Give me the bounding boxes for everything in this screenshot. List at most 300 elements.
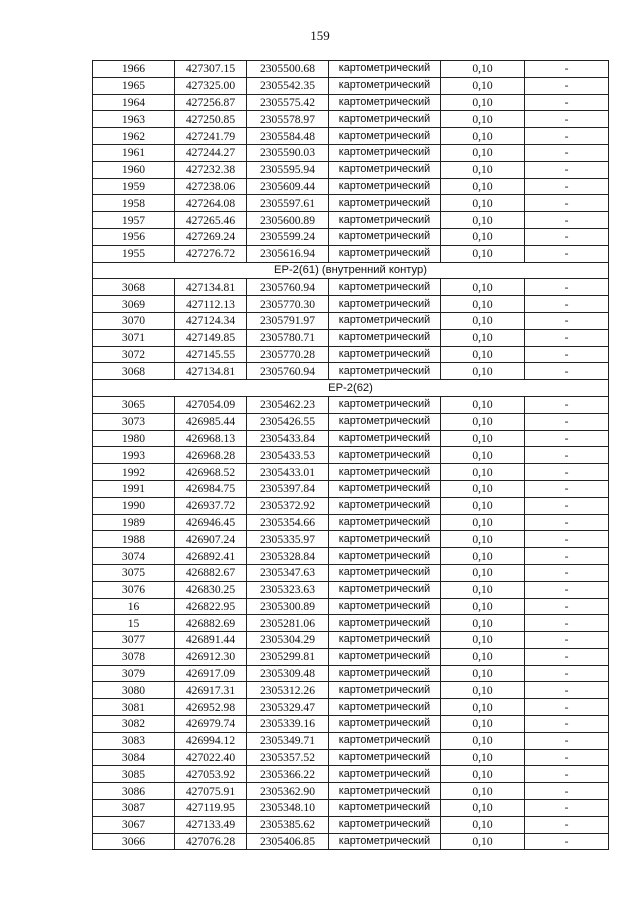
x-coordinate-cell: 426937.72 [175, 497, 247, 514]
y-coordinate-cell: 2305584.48 [247, 128, 329, 145]
table-row [93, 77, 609, 94]
point-number-cell: 1991 [93, 480, 175, 497]
y-coordinate-cell: 2305578.97 [247, 111, 329, 128]
description-cell: - [525, 329, 609, 346]
accuracy-cell: 0,10 [441, 329, 525, 346]
point-number-cell: 3074 [93, 548, 175, 565]
table-row [93, 346, 609, 363]
table-row [93, 312, 609, 329]
y-coordinate-cell: 2305780.71 [247, 329, 329, 346]
accuracy-cell: 0,10 [441, 497, 525, 514]
y-coordinate-cell: 2305329.47 [247, 699, 329, 716]
accuracy-cell: 0,10 [441, 548, 525, 565]
y-coordinate-cell: 2305590.03 [247, 144, 329, 161]
x-coordinate-cell: 427145.55 [175, 346, 247, 363]
accuracy-cell: 0,10 [441, 363, 525, 380]
accuracy-cell: 0,10 [441, 178, 525, 195]
description-cell: - [525, 581, 609, 598]
y-coordinate-cell: 2305770.28 [247, 346, 329, 363]
y-coordinate-cell: 2305542.35 [247, 77, 329, 94]
y-coordinate-cell: 2305372.92 [247, 497, 329, 514]
y-coordinate-cell: 2305433.84 [247, 430, 329, 447]
table-row [93, 464, 609, 481]
point-number-cell: 1964 [93, 94, 175, 111]
method-cell: картометрический [329, 531, 441, 548]
point-number-cell: 15 [93, 615, 175, 632]
point-number-cell: 1963 [93, 111, 175, 128]
y-coordinate-cell: 2305300.89 [247, 598, 329, 615]
point-number-cell: 1960 [93, 161, 175, 178]
coordinates-table-body [93, 61, 609, 850]
point-number-cell: 1966 [93, 61, 175, 78]
x-coordinate-cell: 427307.15 [175, 61, 247, 78]
point-number-cell: 3086 [93, 783, 175, 800]
y-coordinate-cell: 2305339.16 [247, 716, 329, 733]
x-coordinate-cell: 426968.28 [175, 447, 247, 464]
point-number-cell: 3072 [93, 346, 175, 363]
description-cell: - [525, 514, 609, 531]
point-number-cell: 3084 [93, 749, 175, 766]
description-cell: - [525, 800, 609, 817]
accuracy-cell: 0,10 [441, 279, 525, 296]
description-cell: - [525, 144, 609, 161]
table-row [93, 329, 609, 346]
method-cell: картометрический [329, 413, 441, 430]
accuracy-cell: 0,10 [441, 632, 525, 649]
accuracy-cell: 0,10 [441, 766, 525, 783]
accuracy-cell: 0,10 [441, 195, 525, 212]
x-coordinate-cell: 427149.85 [175, 329, 247, 346]
accuracy-cell: 0,10 [441, 732, 525, 749]
point-number-cell: 1992 [93, 464, 175, 481]
y-coordinate-cell: 2305406.85 [247, 833, 329, 850]
description-cell: - [525, 245, 609, 262]
point-number-cell: 3066 [93, 833, 175, 850]
description-cell: - [525, 94, 609, 111]
section-title: ЕР-2(61) (внутренний контур) [93, 262, 609, 279]
table-row [93, 598, 609, 615]
point-number-cell: 1988 [93, 531, 175, 548]
point-number-cell: 3068 [93, 363, 175, 380]
point-number-cell: 1957 [93, 212, 175, 229]
accuracy-cell: 0,10 [441, 128, 525, 145]
description-cell: - [525, 632, 609, 649]
point-number-cell: 3080 [93, 682, 175, 699]
accuracy-cell: 0,10 [441, 212, 525, 229]
x-coordinate-cell: 427112.13 [175, 296, 247, 313]
y-coordinate-cell: 2305397.84 [247, 480, 329, 497]
method-cell: картометрический [329, 212, 441, 229]
y-coordinate-cell: 2305357.52 [247, 749, 329, 766]
description-cell: - [525, 61, 609, 78]
y-coordinate-cell: 2305500.68 [247, 61, 329, 78]
table-row [93, 665, 609, 682]
accuracy-cell: 0,10 [441, 833, 525, 850]
x-coordinate-cell: 427276.72 [175, 245, 247, 262]
method-cell: картометрический [329, 396, 441, 413]
y-coordinate-cell: 2305616.94 [247, 245, 329, 262]
point-number-cell: 3065 [93, 396, 175, 413]
x-coordinate-cell: 426984.75 [175, 480, 247, 497]
description-cell: - [525, 363, 609, 380]
table-row [93, 447, 609, 464]
table-row [93, 800, 609, 817]
method-cell: картометрический [329, 228, 441, 245]
x-coordinate-cell: 426882.67 [175, 564, 247, 581]
table-row [93, 732, 609, 749]
method-cell: картометрический [329, 61, 441, 78]
accuracy-cell: 0,10 [441, 665, 525, 682]
point-number-cell: 3085 [93, 766, 175, 783]
y-coordinate-cell: 2305349.71 [247, 732, 329, 749]
table-row [93, 716, 609, 733]
description-cell: - [525, 279, 609, 296]
page-number: 159 [310, 28, 330, 43]
method-cell: картометрический [329, 598, 441, 615]
method-cell: картометрический [329, 430, 441, 447]
accuracy-cell: 0,10 [441, 413, 525, 430]
description-cell: - [525, 430, 609, 447]
y-coordinate-cell: 2305575.42 [247, 94, 329, 111]
table-row [93, 497, 609, 514]
table-row [93, 581, 609, 598]
table-row [93, 783, 609, 800]
point-number-cell: 1989 [93, 514, 175, 531]
method-cell: картометрический [329, 632, 441, 649]
accuracy-cell: 0,10 [441, 648, 525, 665]
method-cell: картометрический [329, 195, 441, 212]
x-coordinate-cell: 426907.24 [175, 531, 247, 548]
x-coordinate-cell: 426882.69 [175, 615, 247, 632]
accuracy-cell: 0,10 [441, 581, 525, 598]
method-cell: картометрический [329, 716, 441, 733]
description-cell: - [525, 161, 609, 178]
table-row [93, 514, 609, 531]
x-coordinate-cell: 427265.46 [175, 212, 247, 229]
x-coordinate-cell: 426912.30 [175, 648, 247, 665]
x-coordinate-cell: 427119.95 [175, 800, 247, 817]
y-coordinate-cell: 2305597.61 [247, 195, 329, 212]
y-coordinate-cell: 2305426.55 [247, 413, 329, 430]
table-row [93, 279, 609, 296]
x-coordinate-cell: 427075.91 [175, 783, 247, 800]
description-cell: - [525, 564, 609, 581]
x-coordinate-cell: 427133.49 [175, 816, 247, 833]
y-coordinate-cell: 2305312.26 [247, 682, 329, 699]
x-coordinate-cell: 427238.06 [175, 178, 247, 195]
y-coordinate-cell: 2305366.22 [247, 766, 329, 783]
table-row [93, 833, 609, 850]
accuracy-cell: 0,10 [441, 716, 525, 733]
x-coordinate-cell: 427022.40 [175, 749, 247, 766]
method-cell: картометрический [329, 245, 441, 262]
table-row [93, 228, 609, 245]
accuracy-cell: 0,10 [441, 346, 525, 363]
x-coordinate-cell: 426952.98 [175, 699, 247, 716]
x-coordinate-cell: 426892.41 [175, 548, 247, 565]
accuracy-cell: 0,10 [441, 514, 525, 531]
method-cell: картометрический [329, 94, 441, 111]
y-coordinate-cell: 2305791.97 [247, 312, 329, 329]
x-coordinate-cell: 426968.52 [175, 464, 247, 481]
point-number-cell: 3087 [93, 800, 175, 817]
point-number-cell: 1955 [93, 245, 175, 262]
accuracy-cell: 0,10 [441, 77, 525, 94]
table-row [93, 615, 609, 632]
point-number-cell: 3082 [93, 716, 175, 733]
x-coordinate-cell: 427269.24 [175, 228, 247, 245]
description-cell: - [525, 816, 609, 833]
description-cell: - [525, 128, 609, 145]
method-cell: картометрический [329, 279, 441, 296]
method-cell: картометрический [329, 783, 441, 800]
table-row [93, 564, 609, 581]
table-row [93, 682, 609, 699]
point-number-cell: 3078 [93, 648, 175, 665]
coordinates-table [92, 60, 609, 850]
y-coordinate-cell: 2305385.62 [247, 816, 329, 833]
point-number-cell: 1965 [93, 77, 175, 94]
table-row [93, 363, 609, 380]
point-number-cell: 3068 [93, 279, 175, 296]
accuracy-cell: 0,10 [441, 480, 525, 497]
description-cell: - [525, 648, 609, 665]
accuracy-cell: 0,10 [441, 464, 525, 481]
description-cell: - [525, 716, 609, 733]
accuracy-cell: 0,10 [441, 161, 525, 178]
method-cell: картометрический [329, 749, 441, 766]
x-coordinate-cell: 427256.87 [175, 94, 247, 111]
table-row [93, 212, 609, 229]
description-cell: - [525, 346, 609, 363]
method-cell: картометрический [329, 699, 441, 716]
table-row [93, 548, 609, 565]
accuracy-cell: 0,10 [441, 615, 525, 632]
description-cell: - [525, 732, 609, 749]
y-coordinate-cell: 2305309.48 [247, 665, 329, 682]
method-cell: картометрический [329, 514, 441, 531]
method-cell: картометрический [329, 447, 441, 464]
method-cell: картометрический [329, 564, 441, 581]
x-coordinate-cell: 426979.74 [175, 716, 247, 733]
method-cell: картометрический [329, 732, 441, 749]
point-number-cell: 3069 [93, 296, 175, 313]
y-coordinate-cell: 2305328.84 [247, 548, 329, 565]
description-cell: - [525, 312, 609, 329]
y-coordinate-cell: 2305354.66 [247, 514, 329, 531]
table-row [93, 61, 609, 78]
accuracy-cell: 0,10 [441, 228, 525, 245]
point-number-cell: 3076 [93, 581, 175, 598]
method-cell: картометрический [329, 464, 441, 481]
description-cell: - [525, 77, 609, 94]
y-coordinate-cell: 2305281.06 [247, 615, 329, 632]
y-coordinate-cell: 2305760.94 [247, 363, 329, 380]
y-coordinate-cell: 2305599.24 [247, 228, 329, 245]
accuracy-cell: 0,10 [441, 447, 525, 464]
y-coordinate-cell: 2305323.63 [247, 581, 329, 598]
point-number-cell: 1956 [93, 228, 175, 245]
x-coordinate-cell: 427244.27 [175, 144, 247, 161]
accuracy-cell: 0,10 [441, 598, 525, 615]
description-cell: - [525, 682, 609, 699]
y-coordinate-cell: 2305348.10 [247, 800, 329, 817]
table-row [93, 749, 609, 766]
method-cell: картометрический [329, 615, 441, 632]
point-number-cell: 3079 [93, 665, 175, 682]
table-row [93, 632, 609, 649]
point-number-cell: 3081 [93, 699, 175, 716]
method-cell: картометрический [329, 800, 441, 817]
table-row [93, 766, 609, 783]
point-number-cell: 3083 [93, 732, 175, 749]
description-cell: - [525, 598, 609, 615]
x-coordinate-cell: 427241.79 [175, 128, 247, 145]
y-coordinate-cell: 2305595.94 [247, 161, 329, 178]
x-coordinate-cell: 426891.44 [175, 632, 247, 649]
method-cell: картометрический [329, 766, 441, 783]
accuracy-cell: 0,10 [441, 61, 525, 78]
y-coordinate-cell: 2305760.94 [247, 279, 329, 296]
method-cell: картометрический [329, 480, 441, 497]
method-cell: картометрический [329, 144, 441, 161]
x-coordinate-cell: 427250.85 [175, 111, 247, 128]
point-number-cell: 1962 [93, 128, 175, 145]
description-cell: - [525, 413, 609, 430]
accuracy-cell: 0,10 [441, 531, 525, 548]
section-header-row [93, 262, 609, 279]
x-coordinate-cell: 427232.38 [175, 161, 247, 178]
y-coordinate-cell: 2305600.89 [247, 212, 329, 229]
method-cell: картометрический [329, 312, 441, 329]
accuracy-cell: 0,10 [441, 144, 525, 161]
method-cell: картометрический [329, 682, 441, 699]
description-cell: - [525, 447, 609, 464]
description-cell: - [525, 464, 609, 481]
x-coordinate-cell: 427134.81 [175, 279, 247, 296]
table-row [93, 161, 609, 178]
accuracy-cell: 0,10 [441, 816, 525, 833]
description-cell: - [525, 766, 609, 783]
method-cell: картометрический [329, 329, 441, 346]
method-cell: картометрический [329, 363, 441, 380]
point-number-cell: 3067 [93, 816, 175, 833]
section-title: ЕР-2(62) [93, 380, 609, 397]
point-number-cell: 16 [93, 598, 175, 615]
table-row [93, 648, 609, 665]
method-cell: картометрический [329, 816, 441, 833]
method-cell: картометрический [329, 296, 441, 313]
description-cell: - [525, 548, 609, 565]
accuracy-cell: 0,10 [441, 749, 525, 766]
point-number-cell: 1961 [93, 144, 175, 161]
accuracy-cell: 0,10 [441, 783, 525, 800]
point-number-cell: 1980 [93, 430, 175, 447]
x-coordinate-cell: 427264.08 [175, 195, 247, 212]
description-cell: - [525, 111, 609, 128]
method-cell: картометрический [329, 346, 441, 363]
x-coordinate-cell: 426946.45 [175, 514, 247, 531]
table-row [93, 111, 609, 128]
accuracy-cell: 0,10 [441, 430, 525, 447]
accuracy-cell: 0,10 [441, 312, 525, 329]
accuracy-cell: 0,10 [441, 682, 525, 699]
point-number-cell: 3070 [93, 312, 175, 329]
y-coordinate-cell: 2305609.44 [247, 178, 329, 195]
method-cell: картометрический [329, 128, 441, 145]
table-row [93, 245, 609, 262]
point-number-cell: 3077 [93, 632, 175, 649]
table-row [93, 178, 609, 195]
method-cell: картометрический [329, 77, 441, 94]
description-cell: - [525, 833, 609, 850]
point-number-cell: 1959 [93, 178, 175, 195]
accuracy-cell: 0,10 [441, 699, 525, 716]
method-cell: картометрический [329, 648, 441, 665]
point-number-cell: 3075 [93, 564, 175, 581]
y-coordinate-cell: 2305433.53 [247, 447, 329, 464]
method-cell: картометрический [329, 665, 441, 682]
accuracy-cell: 0,10 [441, 564, 525, 581]
table-row [93, 816, 609, 833]
y-coordinate-cell: 2305462.23 [247, 396, 329, 413]
y-coordinate-cell: 2305362.90 [247, 783, 329, 800]
description-cell: - [525, 212, 609, 229]
x-coordinate-cell: 426917.31 [175, 682, 247, 699]
description-cell: - [525, 497, 609, 514]
y-coordinate-cell: 2305304.29 [247, 632, 329, 649]
point-number-cell: 1990 [93, 497, 175, 514]
point-number-cell: 3071 [93, 329, 175, 346]
table-row [93, 413, 609, 430]
description-cell: - [525, 228, 609, 245]
accuracy-cell: 0,10 [441, 245, 525, 262]
point-number-cell: 3073 [93, 413, 175, 430]
method-cell: картометрический [329, 581, 441, 598]
table-row [93, 430, 609, 447]
description-cell: - [525, 195, 609, 212]
x-coordinate-cell: 426994.12 [175, 732, 247, 749]
description-cell: - [525, 699, 609, 716]
table-row [93, 144, 609, 161]
description-cell: - [525, 615, 609, 632]
x-coordinate-cell: 427054.09 [175, 396, 247, 413]
description-cell: - [525, 531, 609, 548]
accuracy-cell: 0,10 [441, 396, 525, 413]
x-coordinate-cell: 426968.13 [175, 430, 247, 447]
table-row [93, 699, 609, 716]
x-coordinate-cell: 427053.92 [175, 766, 247, 783]
y-coordinate-cell: 2305433.01 [247, 464, 329, 481]
point-number-cell: 1958 [93, 195, 175, 212]
description-cell: - [525, 178, 609, 195]
x-coordinate-cell: 427134.81 [175, 363, 247, 380]
point-number-cell: 1993 [93, 447, 175, 464]
description-cell: - [525, 749, 609, 766]
accuracy-cell: 0,10 [441, 94, 525, 111]
method-cell: картометрический [329, 111, 441, 128]
accuracy-cell: 0,10 [441, 111, 525, 128]
method-cell: картометрический [329, 548, 441, 565]
x-coordinate-cell: 427076.28 [175, 833, 247, 850]
accuracy-cell: 0,10 [441, 296, 525, 313]
table-row [93, 195, 609, 212]
table-row [93, 128, 609, 145]
table-row [93, 531, 609, 548]
table-row [93, 396, 609, 413]
description-cell: - [525, 396, 609, 413]
y-coordinate-cell: 2305335.97 [247, 531, 329, 548]
